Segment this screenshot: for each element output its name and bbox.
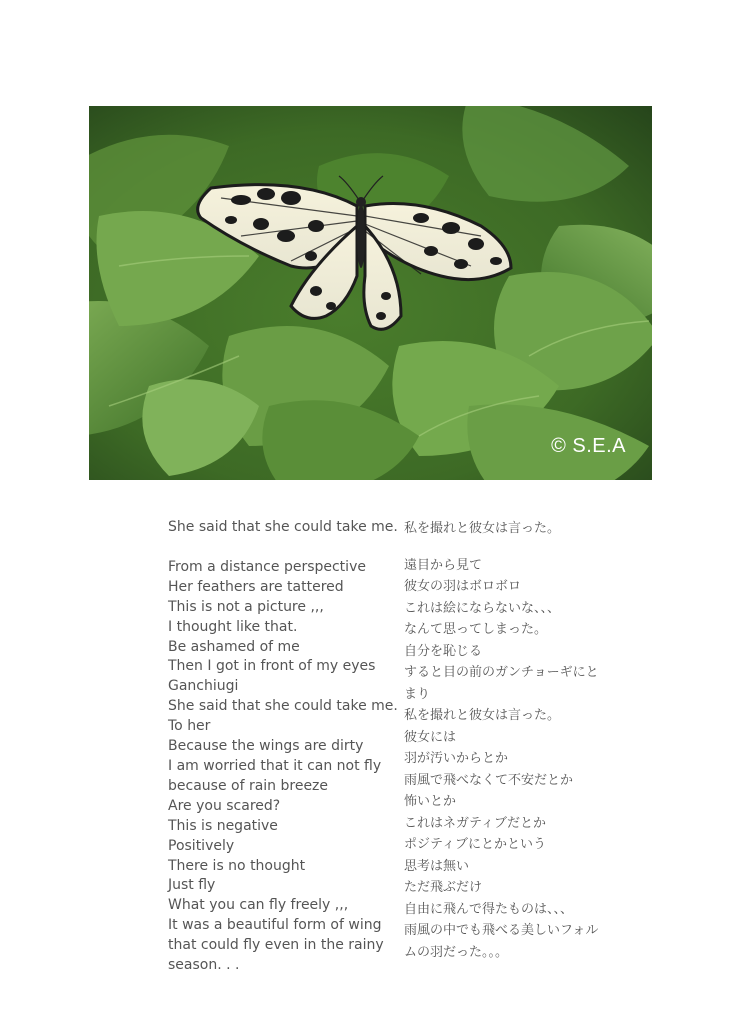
poem-en-line: because of rain breeze	[168, 777, 329, 794]
poem-en-line: From a distance perspective	[168, 558, 366, 575]
poem-en-line: Because the wings are dirty	[168, 738, 364, 755]
stanza-gap	[404, 540, 619, 555]
poem-en-line: This is negative	[168, 817, 278, 834]
poem-ja-line: ポジティブにとかという	[404, 837, 546, 852]
poem-en-line: Be ashamed of me	[168, 638, 300, 655]
poem-en-line: Just fly	[168, 877, 216, 894]
poem-en-line: She said that she could take me.	[168, 698, 398, 715]
poem-en-title-line: She said that she could take me.	[168, 519, 398, 535]
poem-en-line: To her	[168, 718, 211, 735]
poem-en-line: I am worried that it can not fly	[168, 757, 382, 774]
poem-en-line: Her feathers are tattered	[168, 578, 344, 595]
poem-ja-line: 彼女には	[404, 729, 457, 745]
poem-en-line: season. . .	[168, 957, 240, 974]
poem-ja-line: 羽が汚いからとか	[404, 751, 509, 766]
poem-ja-line: 怖いとか	[404, 794, 457, 809]
poem-en-line: Ganchiugi	[168, 678, 239, 695]
poem-ja-line: 自分を恥じる	[404, 643, 483, 659]
stanza-gap	[168, 538, 393, 558]
poem-ja-line: 遠目から見て	[404, 557, 483, 573]
poem-ja-title-line: 私を撮れと彼女は言った。	[404, 521, 561, 536]
poem-en-line: Are you scared?	[168, 797, 281, 814]
butterfly-illustration	[89, 106, 652, 480]
poem-ja-line: これは絵にならないな、、、	[404, 600, 561, 616]
poem-japanese	[404, 518, 619, 963]
poem-ja-line: 雨風の中でも飛べる美しいフォル	[404, 923, 599, 938]
poem-ja-line: すると目の前のガンチョーギにと	[404, 665, 599, 680]
butterfly-photo	[89, 106, 652, 480]
poem-ja-line: これはネガティブだとか	[404, 815, 546, 831]
poem-en-line: This is not a picture ,,,	[168, 598, 324, 615]
poem-english	[168, 518, 398, 976]
poem-ja-line: 雨風で飛べなくて不安だとか	[404, 772, 574, 788]
poem-ja-line: まり	[404, 686, 431, 702]
poem-en-line: It was a beautiful form of wing	[168, 917, 382, 934]
poem-ja-line: 思考は無い	[404, 858, 470, 874]
copyright-watermark: © S.E.A	[551, 435, 626, 457]
poem-en-line: Then I got in front of my eyes	[168, 658, 376, 675]
poem-en-line: that could fly even in the rainy	[168, 937, 384, 954]
poem-ja-line: ただ飛ぶだけ	[404, 880, 483, 895]
poem-ja-line: なんて思ってしまった。	[404, 622, 548, 637]
poem-en-line: There is no thought	[168, 857, 306, 874]
poem-en-line: I thought like that.	[168, 618, 298, 635]
poem-ja-line: 自由に飛んで得たものは、、、	[404, 901, 574, 917]
poem-ja-line: 彼女の羽はボロボロ	[404, 579, 522, 594]
poem-en-line: Positively	[168, 837, 235, 854]
poem-ja-line: 私を撮れと彼女は言った。	[404, 708, 561, 723]
poem-ja-line: ムの羽だった。。。	[404, 944, 509, 960]
poem-en-line: What you can fly freely ,,,	[168, 897, 349, 914]
